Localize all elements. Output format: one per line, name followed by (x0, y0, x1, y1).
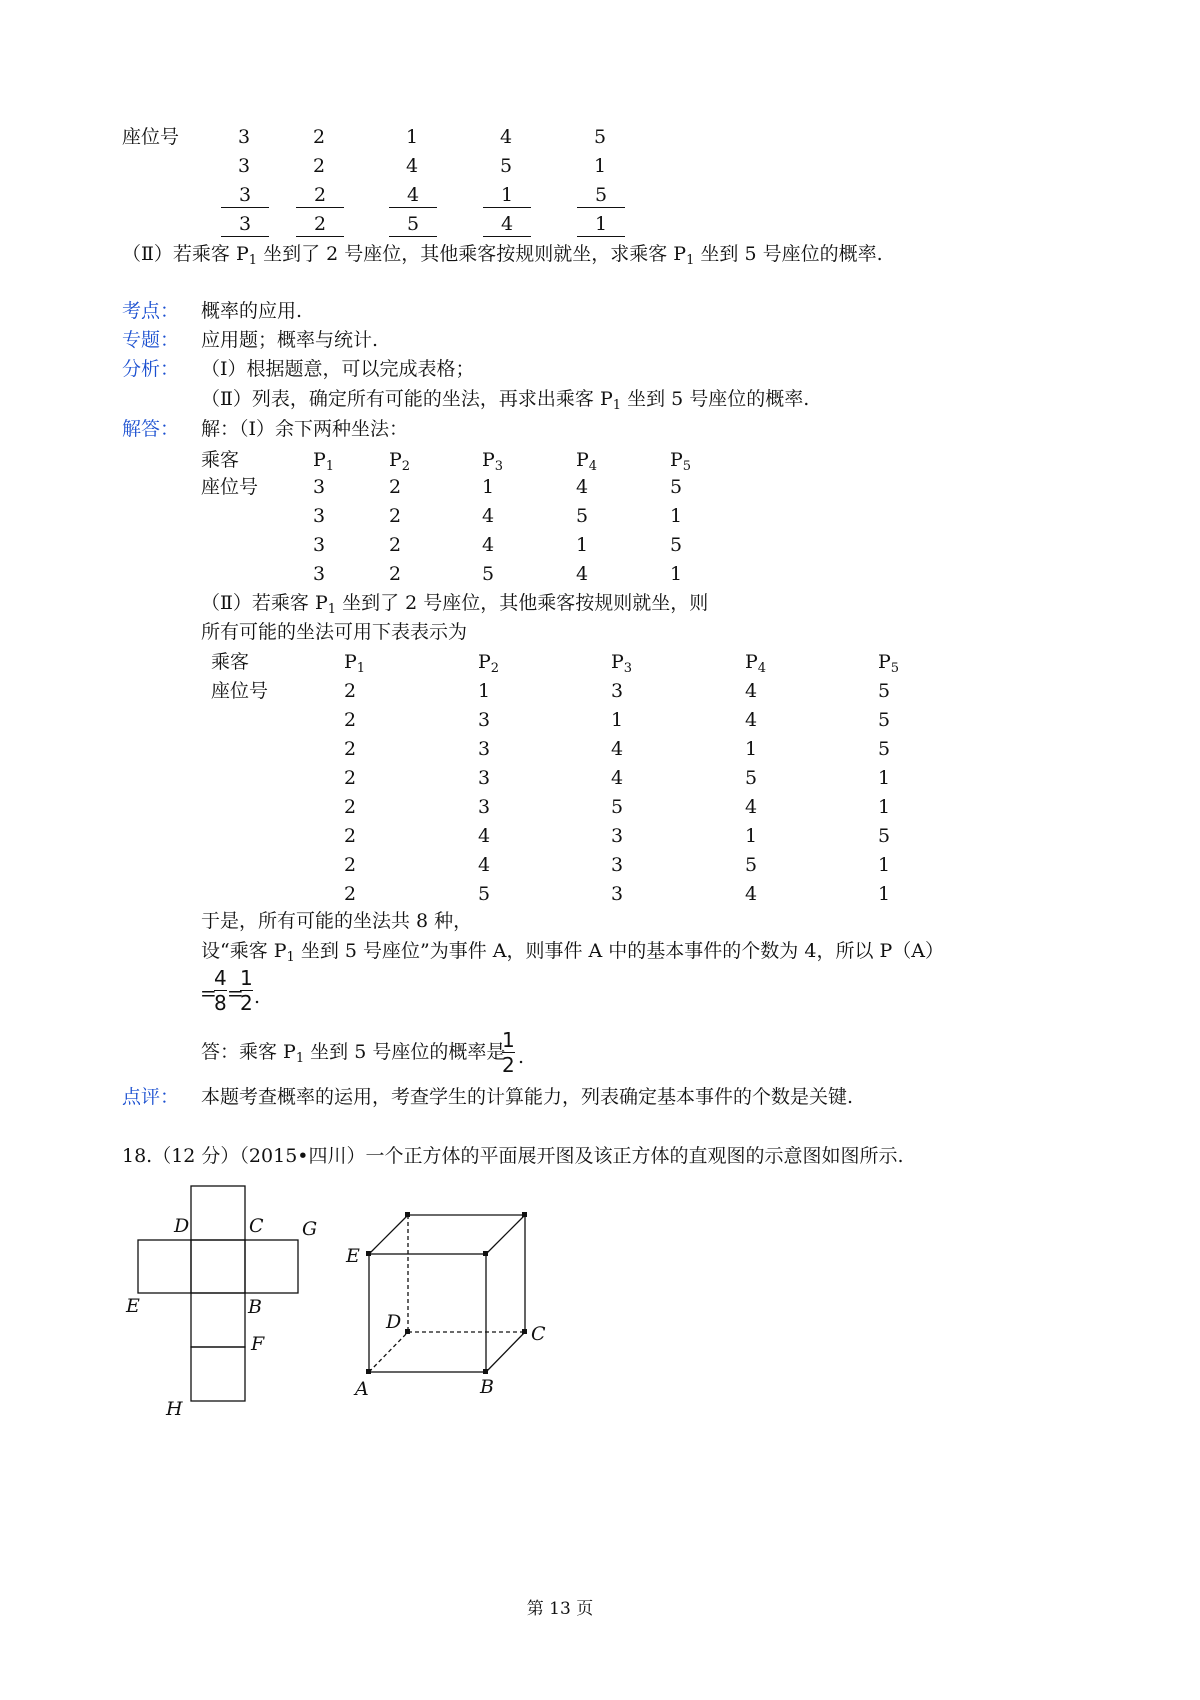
part2-text: 坐到了 2 号座位，其他乘客按规则就坐，则 (336, 592, 709, 614)
table-cell: 4 (478, 825, 491, 847)
table-header-label: 乘客 (201, 449, 240, 471)
table-cell: 5 (745, 767, 758, 789)
table-cell: 3 (478, 738, 491, 760)
table-cell: 1 (878, 767, 891, 789)
net-face-bottom (191, 1347, 245, 1401)
table-cell: 3 (611, 883, 624, 905)
table-cell: 1 (670, 505, 683, 527)
table-cell: 3 (221, 186, 269, 208)
table-cell: 3 (313, 563, 326, 585)
cube-label-d: D (386, 1311, 402, 1333)
zhuanti-label: 专题： (122, 329, 180, 351)
table-cell: 3 (313, 476, 326, 498)
dianping-text: 本题考查概率的运用，考查学生的计算能力，列表确定基本事件的个数是关键. (201, 1086, 854, 1108)
table-cell: 5 (389, 215, 437, 237)
table-cell: 5 (594, 126, 607, 148)
subscript: 1 (612, 398, 622, 413)
table-cell: 4 (611, 738, 624, 760)
table-cell: 2 (344, 738, 357, 760)
passenger-letter: P (313, 449, 326, 471)
vertex-d (405, 1329, 410, 1334)
net-label-c: C (249, 1215, 264, 1237)
table-cell: 2 (344, 709, 357, 731)
table-cell: 2 (313, 155, 326, 177)
part2-text: （Ⅱ）若乘客 P (201, 592, 328, 614)
table-cell: 5 (500, 155, 513, 177)
top-table-row-label: 座位号 (122, 126, 180, 148)
jieda-label: 解答： (122, 418, 180, 440)
table-cell: 1 (611, 709, 624, 731)
subscript: 2 (401, 459, 411, 474)
table-cell: 1 (483, 186, 531, 208)
passenger-letter: P (482, 449, 495, 471)
question-2-text: 坐到 5 号座位的概率. (694, 243, 883, 265)
subscript: 1 (686, 253, 695, 268)
period: . (254, 986, 261, 1008)
event-text: 设“乘客 P (201, 940, 287, 962)
table-cell: 4 (482, 534, 495, 556)
table-cell: 1 (576, 534, 589, 556)
table-cell: 4 (406, 155, 419, 177)
vertex-e (366, 1251, 371, 1256)
net-face-top (191, 1186, 245, 1240)
page-number: 第 13 页 (526, 1599, 594, 1619)
table-cell: 3 (611, 854, 624, 876)
subscript: 1 (295, 1051, 305, 1066)
table-cell: 1 (878, 883, 891, 905)
vertex-a (366, 1369, 371, 1374)
table-row-label: 座位号 (211, 680, 269, 702)
kaodian-label: 考点： (122, 300, 180, 322)
table-cell: 3 (478, 709, 491, 731)
subscript: 5 (890, 661, 900, 676)
equals-sign: = (227, 981, 244, 1005)
vertex (405, 1212, 410, 1217)
passenger-letter: P (878, 651, 891, 673)
net-face-right (245, 1240, 298, 1293)
table-cell: 3 (238, 126, 251, 148)
question-2-text: 坐到了 2 号座位，其他乘客按规则就坐，求乘客 P (257, 243, 687, 265)
vertex-b (483, 1369, 488, 1374)
net-label-g: G (302, 1218, 318, 1240)
passenger-letter: P (344, 651, 357, 673)
table-cell: 5 (611, 796, 624, 818)
net-label-d: D (174, 1215, 190, 1237)
passenger-letter: P (576, 449, 589, 471)
table-cell: 2 (389, 534, 402, 556)
table-cell: 3 (611, 680, 624, 702)
table-cell: 1 (406, 126, 419, 148)
cube-label-a: A (355, 1378, 369, 1400)
kaodian-text: 概率的应用. (201, 300, 303, 322)
table-cell: 5 (482, 563, 495, 585)
table-cell: 4 (483, 215, 531, 237)
table-cell: 4 (745, 883, 758, 905)
table-cell: 5 (878, 738, 891, 760)
fraction-denominator: 2 (240, 991, 253, 1015)
net-face-lower (191, 1293, 245, 1347)
subscript: 2 (490, 661, 500, 676)
passenger-letter: P (611, 651, 624, 673)
table-cell: 5 (576, 505, 589, 527)
answer-text: 答：乘客 P (201, 1041, 296, 1063)
table-cell: 5 (670, 534, 683, 556)
part2-line-2: 所有可能的坐法可用下表表示为 (201, 621, 468, 643)
table-cell: 2 (389, 505, 402, 527)
table-cell: 2 (296, 186, 344, 208)
table-cell: 4 (482, 505, 495, 527)
cube-edge (486, 1215, 525, 1254)
net-face-center (191, 1240, 245, 1293)
table-cell: 1 (478, 680, 491, 702)
net-label-e: E (126, 1295, 140, 1317)
net-face-left (138, 1240, 191, 1293)
table-cell: 1 (878, 796, 891, 818)
table-cell: 5 (478, 883, 491, 905)
table-cell: 2 (296, 215, 344, 237)
table-cell: 2 (389, 563, 402, 585)
cube-label-b: B (480, 1376, 494, 1398)
passenger-letter: P (389, 449, 402, 471)
table-cell: 1 (670, 563, 683, 585)
table-cell: 5 (878, 680, 891, 702)
subscript: 1 (325, 459, 335, 474)
zhuanti-text: 应用题；概率与统计. (201, 329, 379, 351)
table-cell: 4 (500, 126, 513, 148)
table-cell: 5 (878, 825, 891, 847)
table-cell: 2 (344, 767, 357, 789)
table-row-label: 座位号 (201, 476, 259, 498)
subscript: 1 (286, 950, 295, 965)
table-cell: 2 (344, 680, 357, 702)
table-cell: 2 (389, 476, 402, 498)
table-cell: 4 (478, 854, 491, 876)
table-cell: 2 (344, 825, 357, 847)
period: . (518, 1046, 525, 1068)
equals-sign: = (200, 981, 217, 1005)
table-cell: 4 (576, 476, 589, 498)
subscript: 4 (588, 459, 598, 474)
passenger-letter: P (670, 449, 683, 471)
table-cell: 5 (577, 186, 625, 208)
cube-edge (486, 1332, 525, 1372)
fraction-numerator: 4 (214, 966, 227, 990)
dianping-label: 点评： (122, 1086, 180, 1108)
cube-label-c: C (531, 1323, 546, 1345)
table-cell: 2 (313, 126, 326, 148)
subscript: 5 (682, 459, 692, 474)
subscript: 1 (327, 602, 337, 617)
table-cell: 1 (577, 215, 625, 237)
table-cell: 1 (745, 825, 758, 847)
table-cell: 3 (478, 796, 491, 818)
table-cell: 4 (745, 796, 758, 818)
table-header-label: 乘客 (211, 651, 250, 673)
table-cell: 1 (745, 738, 758, 760)
table-cell: 3 (313, 505, 326, 527)
table-cell: 4 (576, 563, 589, 585)
table-cell: 3 (478, 767, 491, 789)
answer-text: 坐到 5 号座位的概率是 (304, 1041, 506, 1063)
passenger-letter: P (478, 651, 491, 673)
fenxi-line-1: （Ⅰ）根据题意，可以完成表格； (201, 358, 475, 380)
net-label-h: H (166, 1398, 183, 1420)
subscript: 1 (356, 661, 366, 676)
table-cell: 4 (389, 186, 437, 208)
vertex (483, 1251, 488, 1256)
cube-edge (369, 1215, 408, 1254)
table-cell: 3 (313, 534, 326, 556)
vertex (522, 1212, 527, 1217)
net-label-b: B (248, 1296, 262, 1318)
table-cell: 3 (221, 215, 269, 237)
table-cell: 3 (611, 825, 624, 847)
table-cell: 1 (878, 854, 891, 876)
fenxi-text: （Ⅱ）列表，确定所有可能的坐法，再求出乘客 P (201, 388, 613, 410)
table-cell: 1 (594, 155, 607, 177)
fraction-denominator: 2 (502, 1053, 515, 1077)
vertex-c (522, 1329, 527, 1334)
subscript: 4 (757, 661, 767, 676)
table-cell: 4 (745, 680, 758, 702)
fraction-denominator: 8 (214, 991, 227, 1015)
cube-hidden-edge (369, 1332, 408, 1372)
cube-figure (369, 1215, 525, 1372)
table-cell: 4 (611, 767, 624, 789)
passenger-letter: P (745, 651, 758, 673)
cube-label-e: E (346, 1245, 360, 1267)
table-cell: 4 (745, 709, 758, 731)
table-cell: 5 (878, 709, 891, 731)
question-2-text: （Ⅱ）若乘客 P (122, 243, 249, 265)
table-cell: 3 (238, 155, 251, 177)
problem-18: 18.（12 分）（2015•四川）一个正方体的平面展开图及该正方体的直观图的示意图如图所示. (122, 1145, 904, 1167)
table-cell: 1 (482, 476, 495, 498)
net-label-f: F (251, 1333, 265, 1355)
fraction-numerator: 1 (240, 966, 253, 990)
fenxi-label: 分析： (122, 358, 180, 380)
table-cell: 2 (344, 796, 357, 818)
table-cell: 2 (344, 854, 357, 876)
subscript: 1 (248, 253, 258, 268)
table-cell: 2 (344, 883, 357, 905)
fraction-numerator: 1 (502, 1028, 515, 1052)
cube-net-figure (138, 1186, 298, 1401)
event-text: 坐到 5 号座位”为事件 A，则事件 A 中的基本事件的个数为 4，所以 P（A） (294, 940, 944, 962)
subscript: 3 (623, 661, 633, 676)
table-cell: 5 (745, 854, 758, 876)
table-cell: 5 (670, 476, 683, 498)
jieda-intro: 解：（Ⅰ）余下两种坐法： (201, 418, 409, 440)
total-line: 于是，所有可能的坐法共 8 种， (201, 910, 473, 932)
subscript: 3 (494, 459, 504, 474)
fenxi-text: 坐到 5 号座位的概率. (621, 388, 810, 410)
